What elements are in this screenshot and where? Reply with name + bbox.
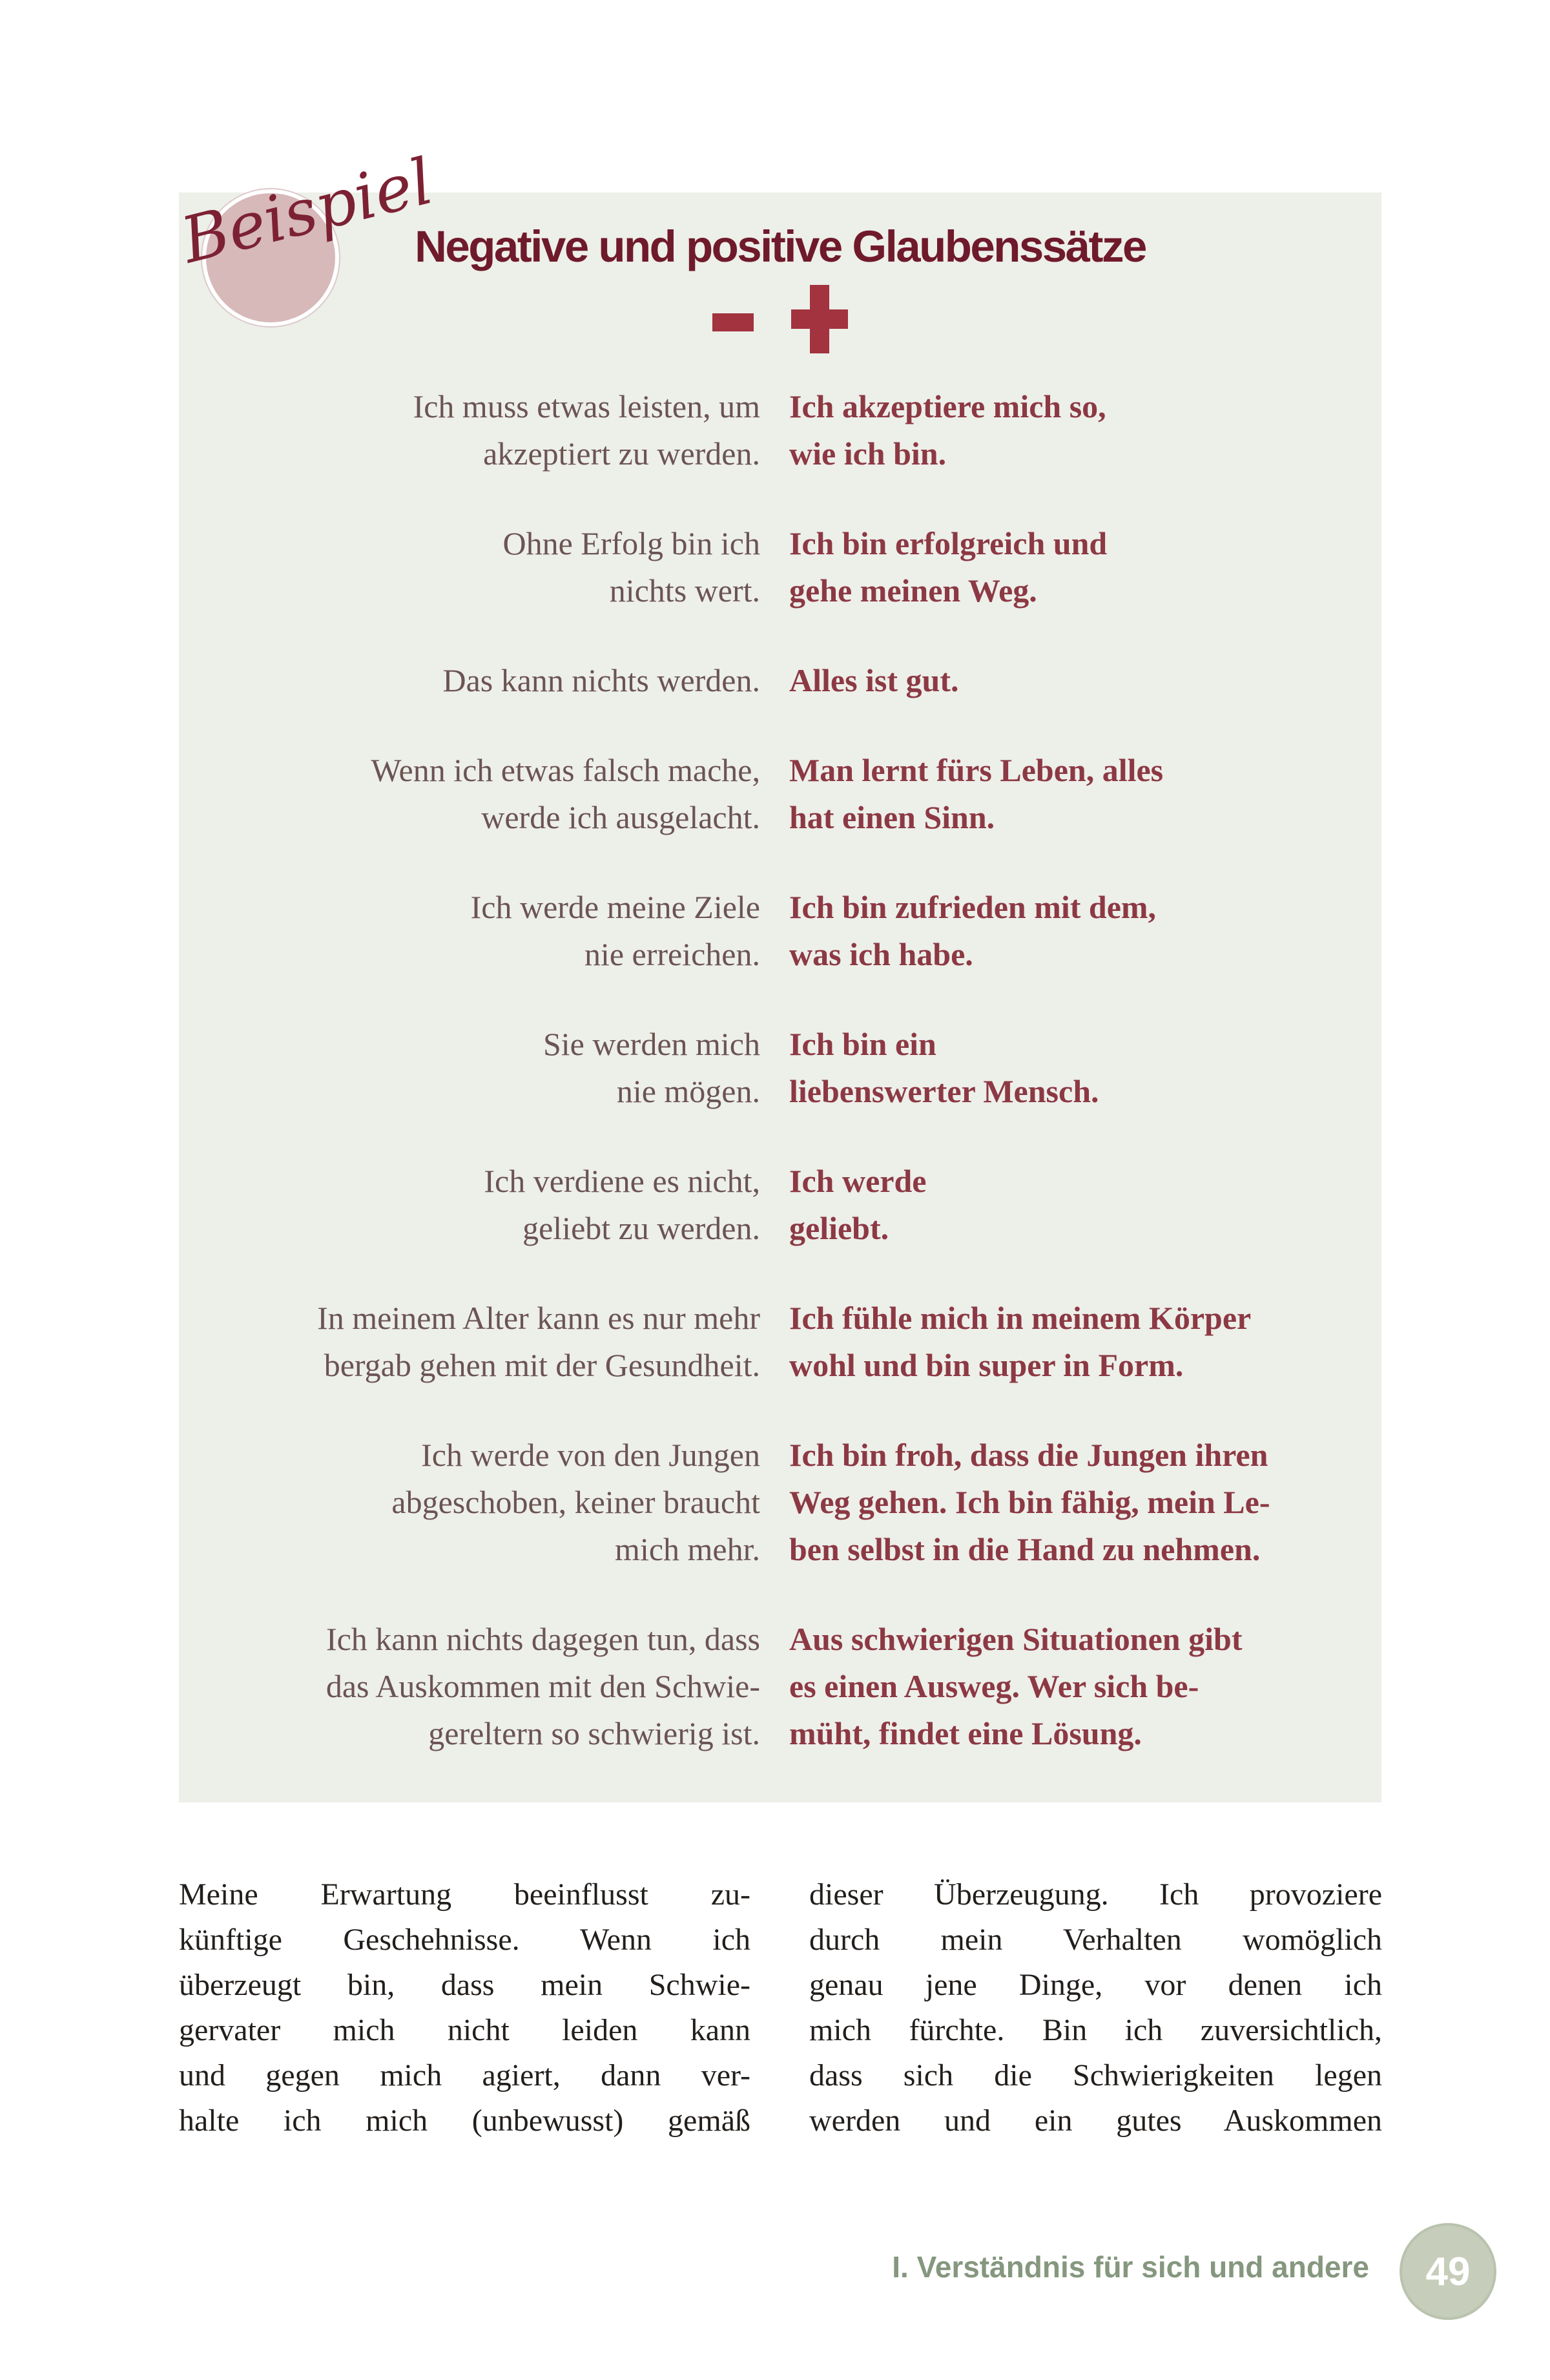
- text-line: bergab gehen mit der Gesundheit.: [324, 1347, 760, 1383]
- text-line: Ich bin froh, dass die Jungen ihren: [789, 1437, 1268, 1473]
- plus-icon: [791, 285, 848, 353]
- text-line: Ich verdiene es nicht,: [484, 1163, 760, 1199]
- positive-statement: [789, 884, 1346, 978]
- text-line: Ich kann nichts dagegen tun, dass: [326, 1621, 760, 1657]
- positive-statement: [789, 1295, 1346, 1389]
- text-line: dieser Überzeugung. Ich provoziere: [809, 1877, 1382, 1912]
- negative-statement: [214, 657, 760, 704]
- panel-title: Negative und positive Glaubenssätze: [415, 222, 1146, 271]
- text-line: gereltern so schwierig ist.: [428, 1715, 760, 1751]
- text-line: und gegen mich agiert, dann ver-: [179, 2058, 750, 2093]
- page-number: 49: [1425, 2249, 1471, 2294]
- text-line: Sie werden mich: [542, 1026, 760, 1062]
- text-line: Ich bin ein: [789, 1026, 936, 1062]
- text-line: Ich werde von den Jungen: [421, 1437, 760, 1473]
- negative-statement: [214, 1158, 760, 1252]
- negative-statement: [214, 520, 760, 614]
- text-line: Ich werde meine Ziele: [470, 889, 760, 925]
- text-line: wohl und bin super in Form.: [789, 1347, 1184, 1383]
- text-line: Man lernt fürs Leben, alles: [789, 752, 1164, 788]
- text-line: gehe meinen Weg.: [789, 572, 1037, 609]
- text-line: werde ich ausgelacht.: [481, 799, 760, 835]
- text-line: hat einen Sinn.: [789, 799, 995, 835]
- text-line: nie mögen.: [616, 1073, 760, 1109]
- negative-statement: [214, 1295, 760, 1389]
- text-line: nichts wert.: [609, 572, 760, 609]
- footer-chapter-title: I. Verständnis für sich und andere: [892, 2250, 1369, 2284]
- positive-statement: [789, 520, 1346, 614]
- text-line: ben selbst in die Hand zu nehmen.: [789, 1531, 1261, 1567]
- negative-statement: [214, 884, 760, 978]
- text-line: durch mein Verhalten womöglich: [809, 1923, 1382, 1957]
- text-line: mich mehr.: [615, 1531, 760, 1567]
- positive-statement: [789, 383, 1346, 477]
- positive-statement: [789, 1432, 1346, 1573]
- text-line: müht, findet eine Lösung.: [789, 1715, 1142, 1751]
- positive-statement: [789, 657, 1346, 704]
- body-text-left-column: [179, 1872, 750, 2144]
- text-line: Ich fühle mich in meinem Körper: [789, 1300, 1252, 1336]
- positive-statement: [789, 747, 1346, 841]
- example-panel: [179, 193, 1381, 1802]
- text-line: Ich bin erfolgreich und: [789, 525, 1108, 561]
- negative-statement: [214, 383, 760, 477]
- body-text-right-column: [809, 1872, 1382, 2144]
- belief-table: [214, 383, 1346, 1757]
- text-line: genau jene Dinge, vor denen ich: [809, 1968, 1382, 2002]
- text-line: liebenswerter Mensch.: [789, 1073, 1099, 1109]
- positive-statement: [789, 1158, 1346, 1252]
- text-line: geliebt zu werden.: [522, 1210, 760, 1246]
- text-line: mich fürchte. Bin ich zuversichtlich,: [809, 2013, 1382, 2047]
- text-line: Ohne Erfolg bin ich: [502, 525, 760, 561]
- text-line: geliebt.: [789, 1210, 889, 1246]
- text-line: was ich habe.: [789, 936, 973, 972]
- positive-statement: [789, 1021, 1346, 1115]
- page-number-badge: [1400, 2223, 1496, 2320]
- text-line: Aus schwierigen Situationen gibt: [789, 1621, 1243, 1657]
- text-line: Ich bin zufrieden mit dem,: [789, 889, 1157, 925]
- text-line: Alles ist gut.: [789, 662, 959, 698]
- text-line: künftige Geschehnisse. Wenn ich: [179, 1923, 750, 1957]
- text-line: wie ich bin.: [789, 435, 947, 472]
- text-line: dass sich die Schwierigkeiten legen: [809, 2058, 1382, 2093]
- minus-plus-row: [179, 281, 1381, 357]
- text-line: das Auskommen mit den Schwie-: [326, 1668, 760, 1704]
- negative-statement: [214, 1616, 760, 1757]
- text-line: Meine Erwartung beeinflusst zu-: [179, 1877, 750, 1912]
- negative-statement: [214, 1021, 760, 1115]
- text-line: Ich akzeptiere mich so,: [789, 388, 1106, 424]
- text-line: abgeschoben, keiner braucht: [391, 1484, 760, 1520]
- text-line: es einen Ausweg. Wer sich be-: [789, 1668, 1199, 1704]
- text-line: gervater mich nicht leiden kann: [179, 2013, 750, 2047]
- text-line: Das kann nichts werden.: [442, 662, 760, 698]
- text-line: Wenn ich etwas falsch mache,: [371, 752, 760, 788]
- minus-icon: [712, 313, 754, 331]
- text-line: Weg gehen. Ich bin fähig, mein Le-: [789, 1484, 1270, 1520]
- text-line: Ich muss etwas leisten, um: [413, 388, 760, 424]
- text-line: werden und ein gutes Auskommen: [809, 2103, 1382, 2138]
- negative-statement: [214, 747, 760, 841]
- beispiel-badge-label: Beispiel: [174, 145, 440, 278]
- text-line: halte ich mich (unbewusst) gemäß: [179, 2103, 750, 2138]
- text-line: Ich werde: [789, 1163, 927, 1199]
- text-line: akzeptiert zu werden.: [483, 435, 760, 472]
- text-line: überzeugt bin, dass mein Schwie-: [179, 1968, 750, 2002]
- positive-statement: [789, 1616, 1346, 1757]
- text-line: nie erreichen.: [584, 936, 760, 972]
- negative-statement: [214, 1432, 760, 1573]
- text-line: In meinem Alter kann es nur mehr: [317, 1300, 760, 1336]
